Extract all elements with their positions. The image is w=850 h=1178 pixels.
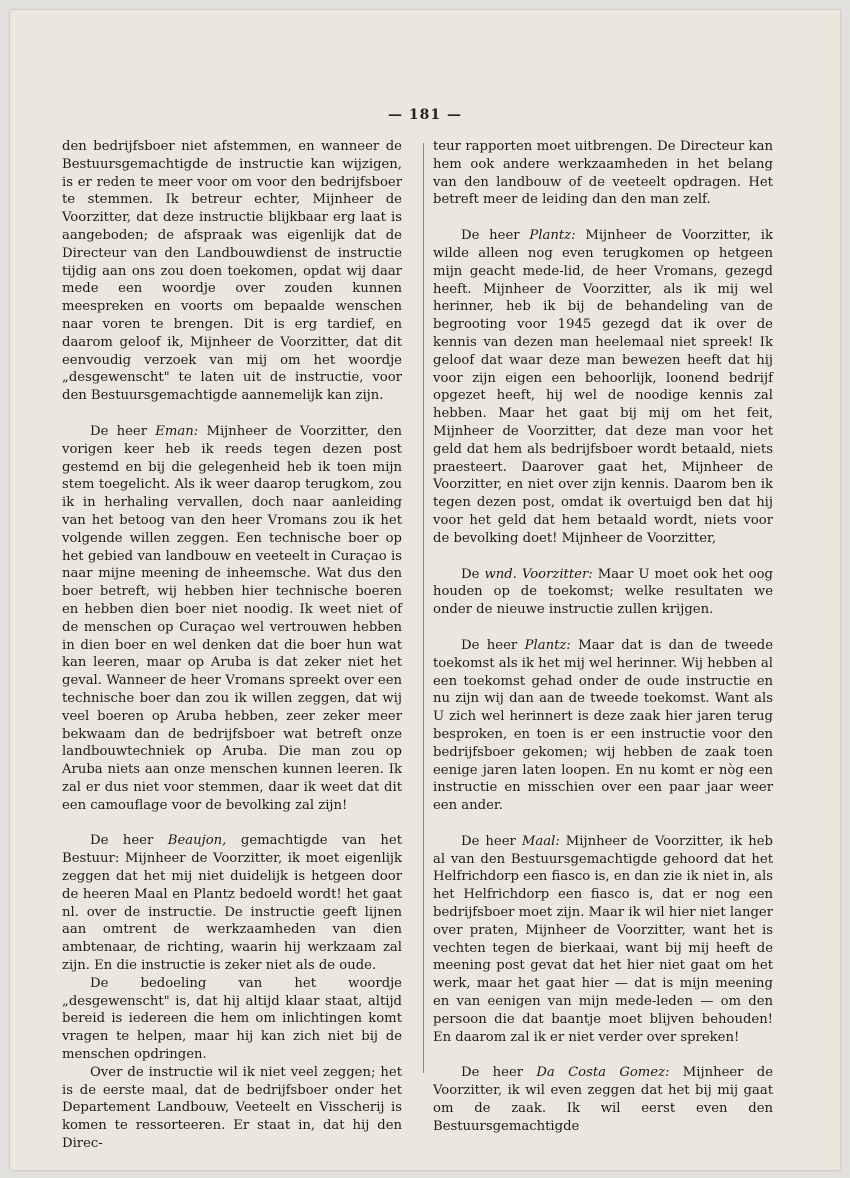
speaker-name: Beaujon, [167, 833, 227, 849]
paragraph-text: teur rapporten moet uitbrengen. De Directeur kan hem ook andere werkzaamheden in het belang van den landbouw of de veeteelt opdragen. Het betreft meer de leiding dan den man zelf. [433, 139, 773, 208]
paragraph-text: Maar U moet ook het oog houden op de toekomst; welke resultaten we onder de nieuwe instructie zullen krijgen. [433, 566, 773, 618]
left-column [62, 138, 402, 1153]
document-page [10, 10, 840, 1170]
speaker-prefix: De heer [461, 637, 525, 653]
paragraph-text: De bedoeling van het woordje „desgewenscht" is, dat hij altijd klaar staat, altijd bereid is iedereen die hem om inlichtingen komt vragen te helpen, maar hij kan zich niet bij de menschen opdringen. [62, 975, 402, 1063]
paragraph-text: Mijnheer de Voorzitter, den vorigen keer heb ik reeds tegen dezen post gestemd en bij die gelegenheid heb ik toen mijn stem toegelicht. Als ik weer daarop terugkom, zou ik in herhaling vervallen, doch naar aanleiding van het betoog van den heer Vromans zou ik het volgende willen zeggen. Een technische boer op het gebied van landbouw en veeteelt in Curaçao is naar mijne meening de inheemsche. Wat dus den boer betreft, wij hebben hier technische boeren en hebben dien boer niet noodig. Ik weet niet of de menschen op Curaçao wel vertrouwen hebben in dien boer en wel denken dat die boer hun wat kan leeren, maar op Aruba is dat zeker niet het geval. Wanneer de heer Vromans spreekt over een technische boer dan zou ik willen zeggen, dat wij veel boeren op Aruba hebben, zeer zeker meer bekwaam dan de bedrijfsboer wat betreft onze landbouwtechniek op Aruba. Die man zou op Aruba niets aan onze menschen kunnen leeren. Ik zal er dus niet voor stemmen, daar ik weet dat dit een camouflage voor de bevolking zal zijn! [62, 423, 402, 813]
right-column [433, 138, 773, 1136]
speaker-name: Plantz: [529, 228, 576, 244]
speaker-prefix: De heer [90, 833, 168, 849]
paragraph [433, 138, 773, 209]
speaker-prefix: De heer [461, 833, 522, 849]
speaker-name: Da Costa Gomez: [536, 1065, 670, 1081]
paragraph-text: Mijnheer de Voorzitter, ik wilde alleen nog even terugkomen op hetgeen mijn geacht mede-lid, de heer Vromans, gezegd heeft. Mijnheer de Voorzitter, als ik mij wel herinner, heb ik bij de behandeling van de begrooting voor 1945 gezegd dat ik over de kennis van dezen man heelemaal niet spreek! Ik geloof dat waar deze man bewezen heeft dat hij voor zijn eigen een behoorlijk, loonend bedrijf opgezet heeft, hij wel de noodige kennis zal hebben. Maar het gaat bij mij om het feit, Mijnheer de Voorzitter, dat deze man voor het geld dat hem als bedrijfsboer wordt betaald, niets praesteert. Daarover gaat het, Mijnheer de Voorzitter, en niet over zijn kennis. Daarom ben ik tegen dezen post, omdat ik overtuigd ben dat hij voor het geld dat hem betaald wordt, niets voor de bevolking doet! Mijnheer de Voorzitter, [433, 228, 773, 546]
paragraph [62, 423, 402, 815]
paragraph-text: den bedrijfsboer niet afstemmen, en wanneer de Bestuursgemachtigde de instructie kan wijzigen, is er reden te meer voor om voor den bedrijfsboer te stemmen. Ik betreur echter, Mijnheer de Voorzitter, dat deze instructie blijkbaar erg laat is aangeboden; de afspraak was eigenlijk dat de Directeur van den Landbouwdienst de instructie tijdig aan ons zou doen toekomen, opdat wij daar mede een woordje over zouden kunnen meespreken en voorts om bepaalde wenschen naar voren te brengen. Dit is erg tardief, en daarom geloof ik, Mijnheer de Voorzitter, dat dit eenvoudig verzoek van mij om het woordje „desgewenscht" te laten uit de instructie, voor den Bestuursgemachtigde aannemelijk kan zijn. [62, 139, 402, 404]
speaker-prefix: De [461, 566, 485, 582]
column-divider [423, 143, 424, 1073]
paragraph-text: gemachtigde van het Bestuur: Mijnheer de Voorzitter, ik moet eigenlijk zeggen dat het mij niet duidelijk is hetgeen door de heeren Maal en Plantz bedoeld wordt! het gaat nl. over de instructie. De instructie geeft lijnen aan omtrent de werkzaamheden van dien ambtenaar, de richting, waarin hij werkzaam zal zijn. En die instructie is zeker niet als de oude. [62, 833, 402, 974]
speaker-name: wnd. Voorzitter: [484, 566, 593, 582]
speaker-name: Eman: [155, 423, 199, 439]
speaker-prefix: De heer [461, 228, 530, 244]
speaker-name: Plantz: [524, 637, 571, 653]
paragraph-text: Mijnheer de Voorzitter, ik heb al van den Bestuursgemachtigde gehoord dat het Helfrichdorp een fiasco is, en dan zie ik niet in, als het Helfrichdorp een fiasco is, dat er nog een bedrijfsboer moet zijn. Maar ik wil hier niet langer over praten, Mijnheer de Voorzitter, want het is vechten tegen de bierkaai, want bij mij heeft de meening post gevat dat het hier niet gaat om het werk, maar het gaat hier — dat is mijn meening en van eenigen van mijn mede-leden — om den persoon die dat baantje moet blijven behouden! En daarom zal ik er niet verder over spreken! [433, 833, 773, 1045]
paragraph [433, 637, 773, 815]
speaker-name: Maal: [521, 833, 560, 849]
paragraph [62, 1064, 402, 1153]
paragraph [433, 1064, 773, 1135]
speaker-prefix: De heer [461, 1065, 537, 1081]
paragraph [433, 566, 773, 619]
speaker-prefix: De heer [90, 423, 156, 439]
paragraph [62, 832, 402, 974]
paragraph-text: Over de instructie wil ik niet veel zeggen; het is de eerste maal, dat de bedrijfsboer onder het Departement Landbouw, Veeteelt en Visscherij is komen te ressorteeren. Er staat in, dat hij den Direc- [62, 1064, 402, 1152]
paragraph [433, 227, 773, 547]
paragraph [62, 975, 402, 1064]
paragraph [433, 833, 773, 1047]
page-number: — 181 — [388, 107, 462, 123]
paragraph-text: Mijnheer de Voorzitter, ik wil even zeggen dat het bij mij gaat om de zaak. Ik wil eerst even den Bestuursgemachtigde [433, 1065, 774, 1134]
paragraph [62, 138, 402, 405]
paragraph-text: Maar dat is dan de tweede toekomst als ik het mij wel herinner. Wij hebben al een toekomst gehad onder de oude instructie en nu zijn wij dan aan de tweede toekomst. Want als U zich wel herinnert is deze zaak hier jaren terug besproken, en toen is er een instructie voor den bedrijfsboer gekomen; wij hebben de zaak toen eenige jaren laten loopen. En nu komt er nòg een instructie en misschien over een paar jaar weer een ander. [433, 637, 773, 814]
